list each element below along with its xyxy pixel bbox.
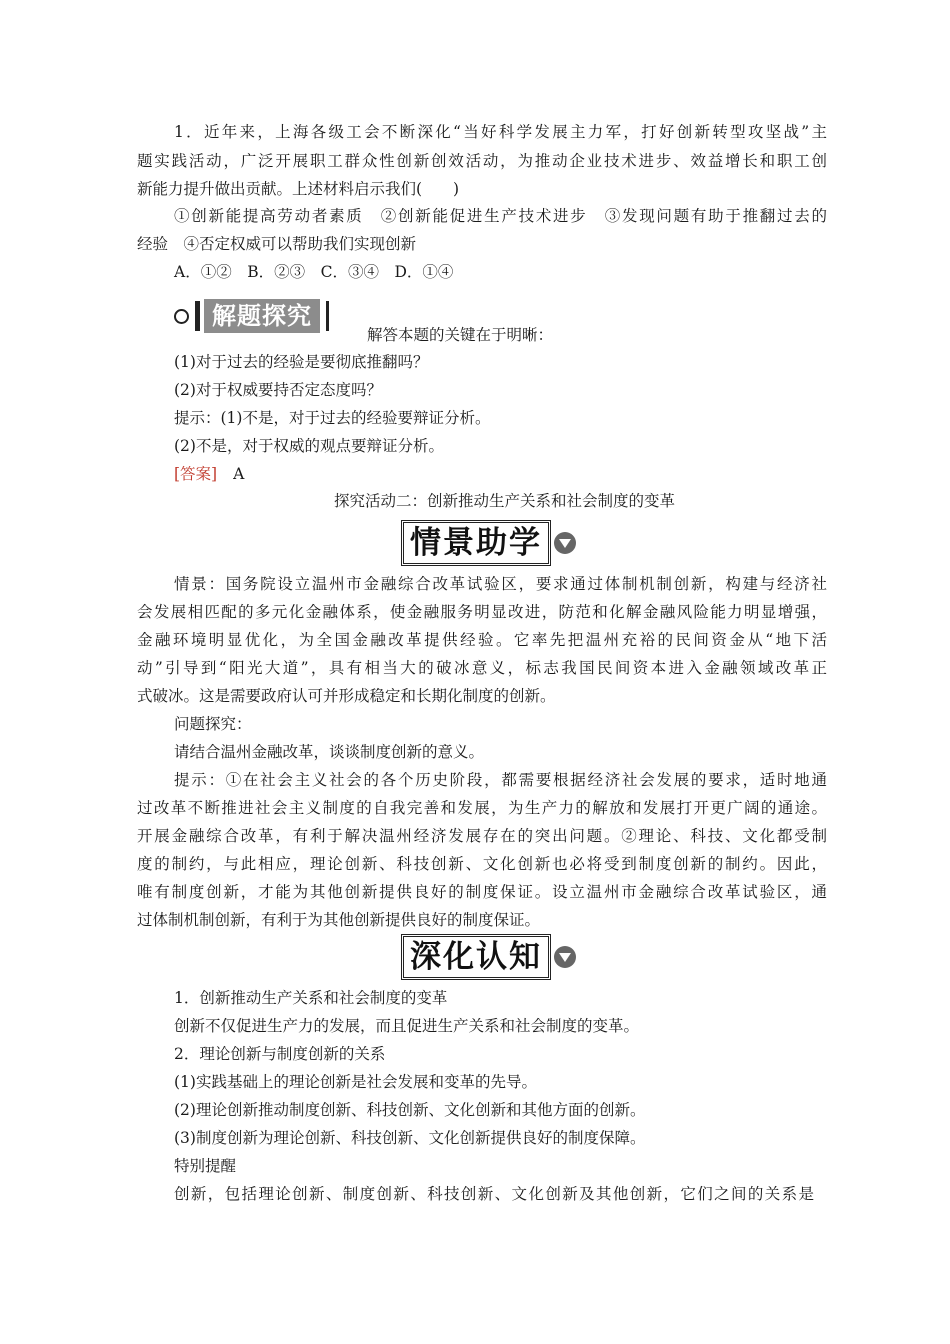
shenhua-p2-item-3: (3)制度创新为理论创新、科技创新、文化创新提供良好的制度保障。: [174, 1129, 646, 1147]
qingjing-heading: [401, 518, 587, 568]
q1-line-1: 1．近年来，上海各级工会不断深化“当好科学发展主力军，打好创新转型攻坚战”主: [174, 123, 827, 141]
banner-bar: [326, 301, 329, 331]
q1-options-line-1: ①创新能提高劳动者素质 ②创新能促进生产技术进步 ③发现问题有助于推翻过去的: [174, 207, 827, 225]
q1-line-3: 新能力提升做出贡献。上述材料启示我们( ): [137, 180, 460, 198]
tip-line-3: 开展金融综合改革，有利于解决温州经济发展存在的突出问题。②理论、科技、文化都受制: [137, 827, 827, 845]
special-text: 创新，包括理论创新、制度创新、科技创新、文化创新及其他创新，它们之间的关系是: [174, 1185, 814, 1203]
shenhua-p1-text: 创新不仅促进生产力的发展，而且促进生产关系和社会制度的变革。: [174, 1017, 640, 1035]
shenhua-p2-item-1: (1)实践基础上的理论创新是社会发展和变革的先导。: [174, 1073, 537, 1091]
q1-options-line-2: 经验 ④否定权威可以帮助我们实现创新: [137, 235, 417, 253]
answer-value: A: [233, 465, 245, 483]
jieti-intro: 解答本题的关键在于明晰：: [367, 326, 554, 344]
jieti-tip-2: (2)不是，对于权威的观点要辩证分析。: [174, 437, 444, 455]
tip-line-6: 过体制机制创新，有利于为其他创新提供良好的制度保证。: [137, 911, 541, 929]
qingjing-line-5: 式破冰。这是需要政府认可并形成稳定和长期化制度的创新。: [137, 687, 556, 705]
tip-line-4: 度的制约，与此相应，理论创新、科技创新、文化创新也必将受到制度创新的制约。因此，: [137, 855, 827, 873]
triangle-down-icon: [554, 946, 576, 968]
shenhua-heading-label: 深化认知: [401, 934, 551, 980]
activity2-title: 探究活动二：创新推动生产关系和社会制度的变革: [333, 492, 675, 510]
jieti-item-2: (2)对于权威要持否定态度吗？: [174, 381, 382, 399]
qingjing-line-4: 动”引导到“阳光大道”，具有相当大的破冰意义，标志我国民间资本进入金融领域改革正: [137, 659, 827, 677]
shenhua-p2-item-2: (2)理论创新推动制度创新、科技创新、文化创新和其他方面的创新。: [174, 1101, 646, 1119]
triangle-down-icon: [554, 532, 576, 554]
qingjing-line-1: 情景：国务院设立温州市金融综合改革试验区，要求通过体制机制创新，构建与经济社: [174, 575, 827, 593]
special-title: 特别提醒: [174, 1157, 237, 1175]
tip-line-2: 过改革不断推进社会主义制度的自我完善和发展，为生产力的解放和发展打开更广阔的通途。: [137, 799, 827, 817]
q1-line-2: 题实践活动，广泛开展职工群众性创新创效活动，为推动企业技术进步、效益增长和职工创: [137, 152, 827, 170]
question-text: 请结合温州金融改革，谈谈制度创新的意义。: [174, 743, 485, 761]
answer-line: [174, 464, 864, 484]
shenhua-p1-title: 1．创新推动生产关系和社会制度的变革: [174, 989, 448, 1007]
circle-icon: [174, 309, 189, 324]
qingjing-line-2: 会发展相匹配的多元化金融体系，使金融服务明显改进，防范和化解金融风险能力明显增强，: [137, 603, 827, 621]
banner-bar: [195, 301, 200, 331]
jieti-banner: [174, 297, 329, 335]
answer-tag: [答案]: [174, 465, 218, 483]
jieti-item-1: (1)对于过去的经验是要彻底推翻吗？: [174, 353, 429, 371]
shenhua-p2-title: 2．理论创新与制度创新的关系: [174, 1045, 386, 1063]
jieti-tip-1: 提示：(1)不是，对于过去的经验要辩证分析。: [174, 409, 491, 427]
question-label: 问题探究：: [174, 715, 252, 733]
jieti-banner-label: 解题探究: [204, 299, 320, 333]
qingjing-line-3: 金融环境明显优化，为全国金融改革提供经验。它率先把温州充裕的民间资金从“地下活: [137, 631, 827, 649]
shenhua-heading: [401, 932, 587, 982]
qingjing-heading-label: 情景助学: [401, 520, 551, 566]
tip-line-5: 唯有制度创新，才能为其他创新提供良好的制度保证。设立温州市金融综合改革试验区，通: [137, 883, 827, 901]
q1-choices: A．①② B．②③ C．③④ D．①④: [174, 263, 454, 281]
tip-line-1: 提示：①在社会主义社会的各个历史阶段，都需要根据经济社会发展的要求，适时地通: [174, 771, 827, 789]
